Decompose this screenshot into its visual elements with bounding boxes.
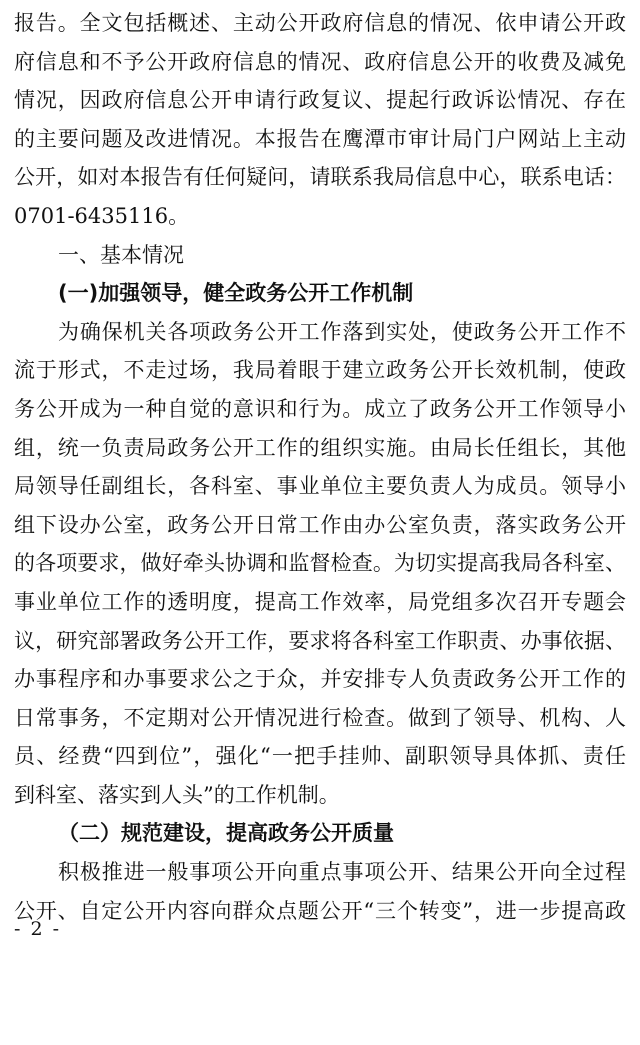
paragraph-line: 组，统一负责局政务公开工作的组织实施。由局长任组长，其他 <box>14 435 626 460</box>
page-number: - 2 - <box>14 918 62 940</box>
intro-line-4: 的主要问题及改进情况。本报告在鹰潭市审计局门户网站上主动 <box>14 126 626 151</box>
intro-line-1: 报告。全文包括概述、主动公开政府信息的情况、依申请公开政 <box>14 11 626 35</box>
subsection-heading-1: (一)加强领导，健全政务公开工作机制 <box>58 281 414 306</box>
paragraph-line: 务公开成为一种自觉的意识和行为。成立了政务公开工作领导小 <box>14 396 626 421</box>
paragraph-line: 组下设办公室，政务公开日常工作由办公室负责，落实政务公开 <box>14 512 626 537</box>
paragraph-line: 局领导任副组长，各科室、事业单位主要负责人为成员。领导小 <box>14 474 626 499</box>
intro-line-3: 情况，因政府信息公开申请行政复议、提起行政诉讼情况、存在 <box>14 88 626 113</box>
section-heading-basic-situation: 一、基本情况 <box>58 242 184 267</box>
paragraph-line: 办事程序和办事要求公之于众，并安排专人负责政务公开工作的 <box>14 667 626 692</box>
paragraph-line: 为确保机关各项政务公开工作落到实处，使政务公开工作不 <box>58 319 626 344</box>
intro-line-6: 0701-6435116。 <box>14 203 190 228</box>
paragraph-line: 员、经费“四到位”，强化“一把手挂帅、副职领导具体抓、责任 <box>14 744 626 769</box>
paragraph-line: 流于形式，不走过场，我局着眼于建立政务公开长效机制，使政 <box>14 358 626 383</box>
paragraph-line: 事业单位工作的透明度，提高工作效率，局党组多次召开专题会 <box>14 589 626 614</box>
paragraph-line: 的各项要求，做好牵头协调和监督检查。为切实提高我局各科室、 <box>14 551 626 576</box>
document-page <box>14 4 626 930</box>
paragraph-line: 日常事务，不定期对公开情况进行检查。做到了领导、机构、人 <box>14 705 626 730</box>
paragraph-line: 公开、自定公开内容向群众点题公开“三个转变”，进一步提高政 <box>14 898 626 923</box>
intro-line-5: 公开，如对本报告有任何疑问，请联系我局信息中心，联系电话： <box>14 165 626 190</box>
subsection-heading-2: （二）规范建设，提高政务公开质量 <box>58 821 394 846</box>
paragraph-line: 积极推进一般事项公开向重点事项公开、结果公开向全过程 <box>58 860 626 885</box>
intro-line-2: 府信息和不予公开政府信息的情况、政府信息公开的收费及减免 <box>14 49 626 74</box>
paragraph-line: 议，研究部署政务公开工作，要求将各科室工作职责、办事依据、 <box>14 628 626 653</box>
paragraph-line: 到科室、落实到人头”的工作机制。 <box>14 782 340 807</box>
